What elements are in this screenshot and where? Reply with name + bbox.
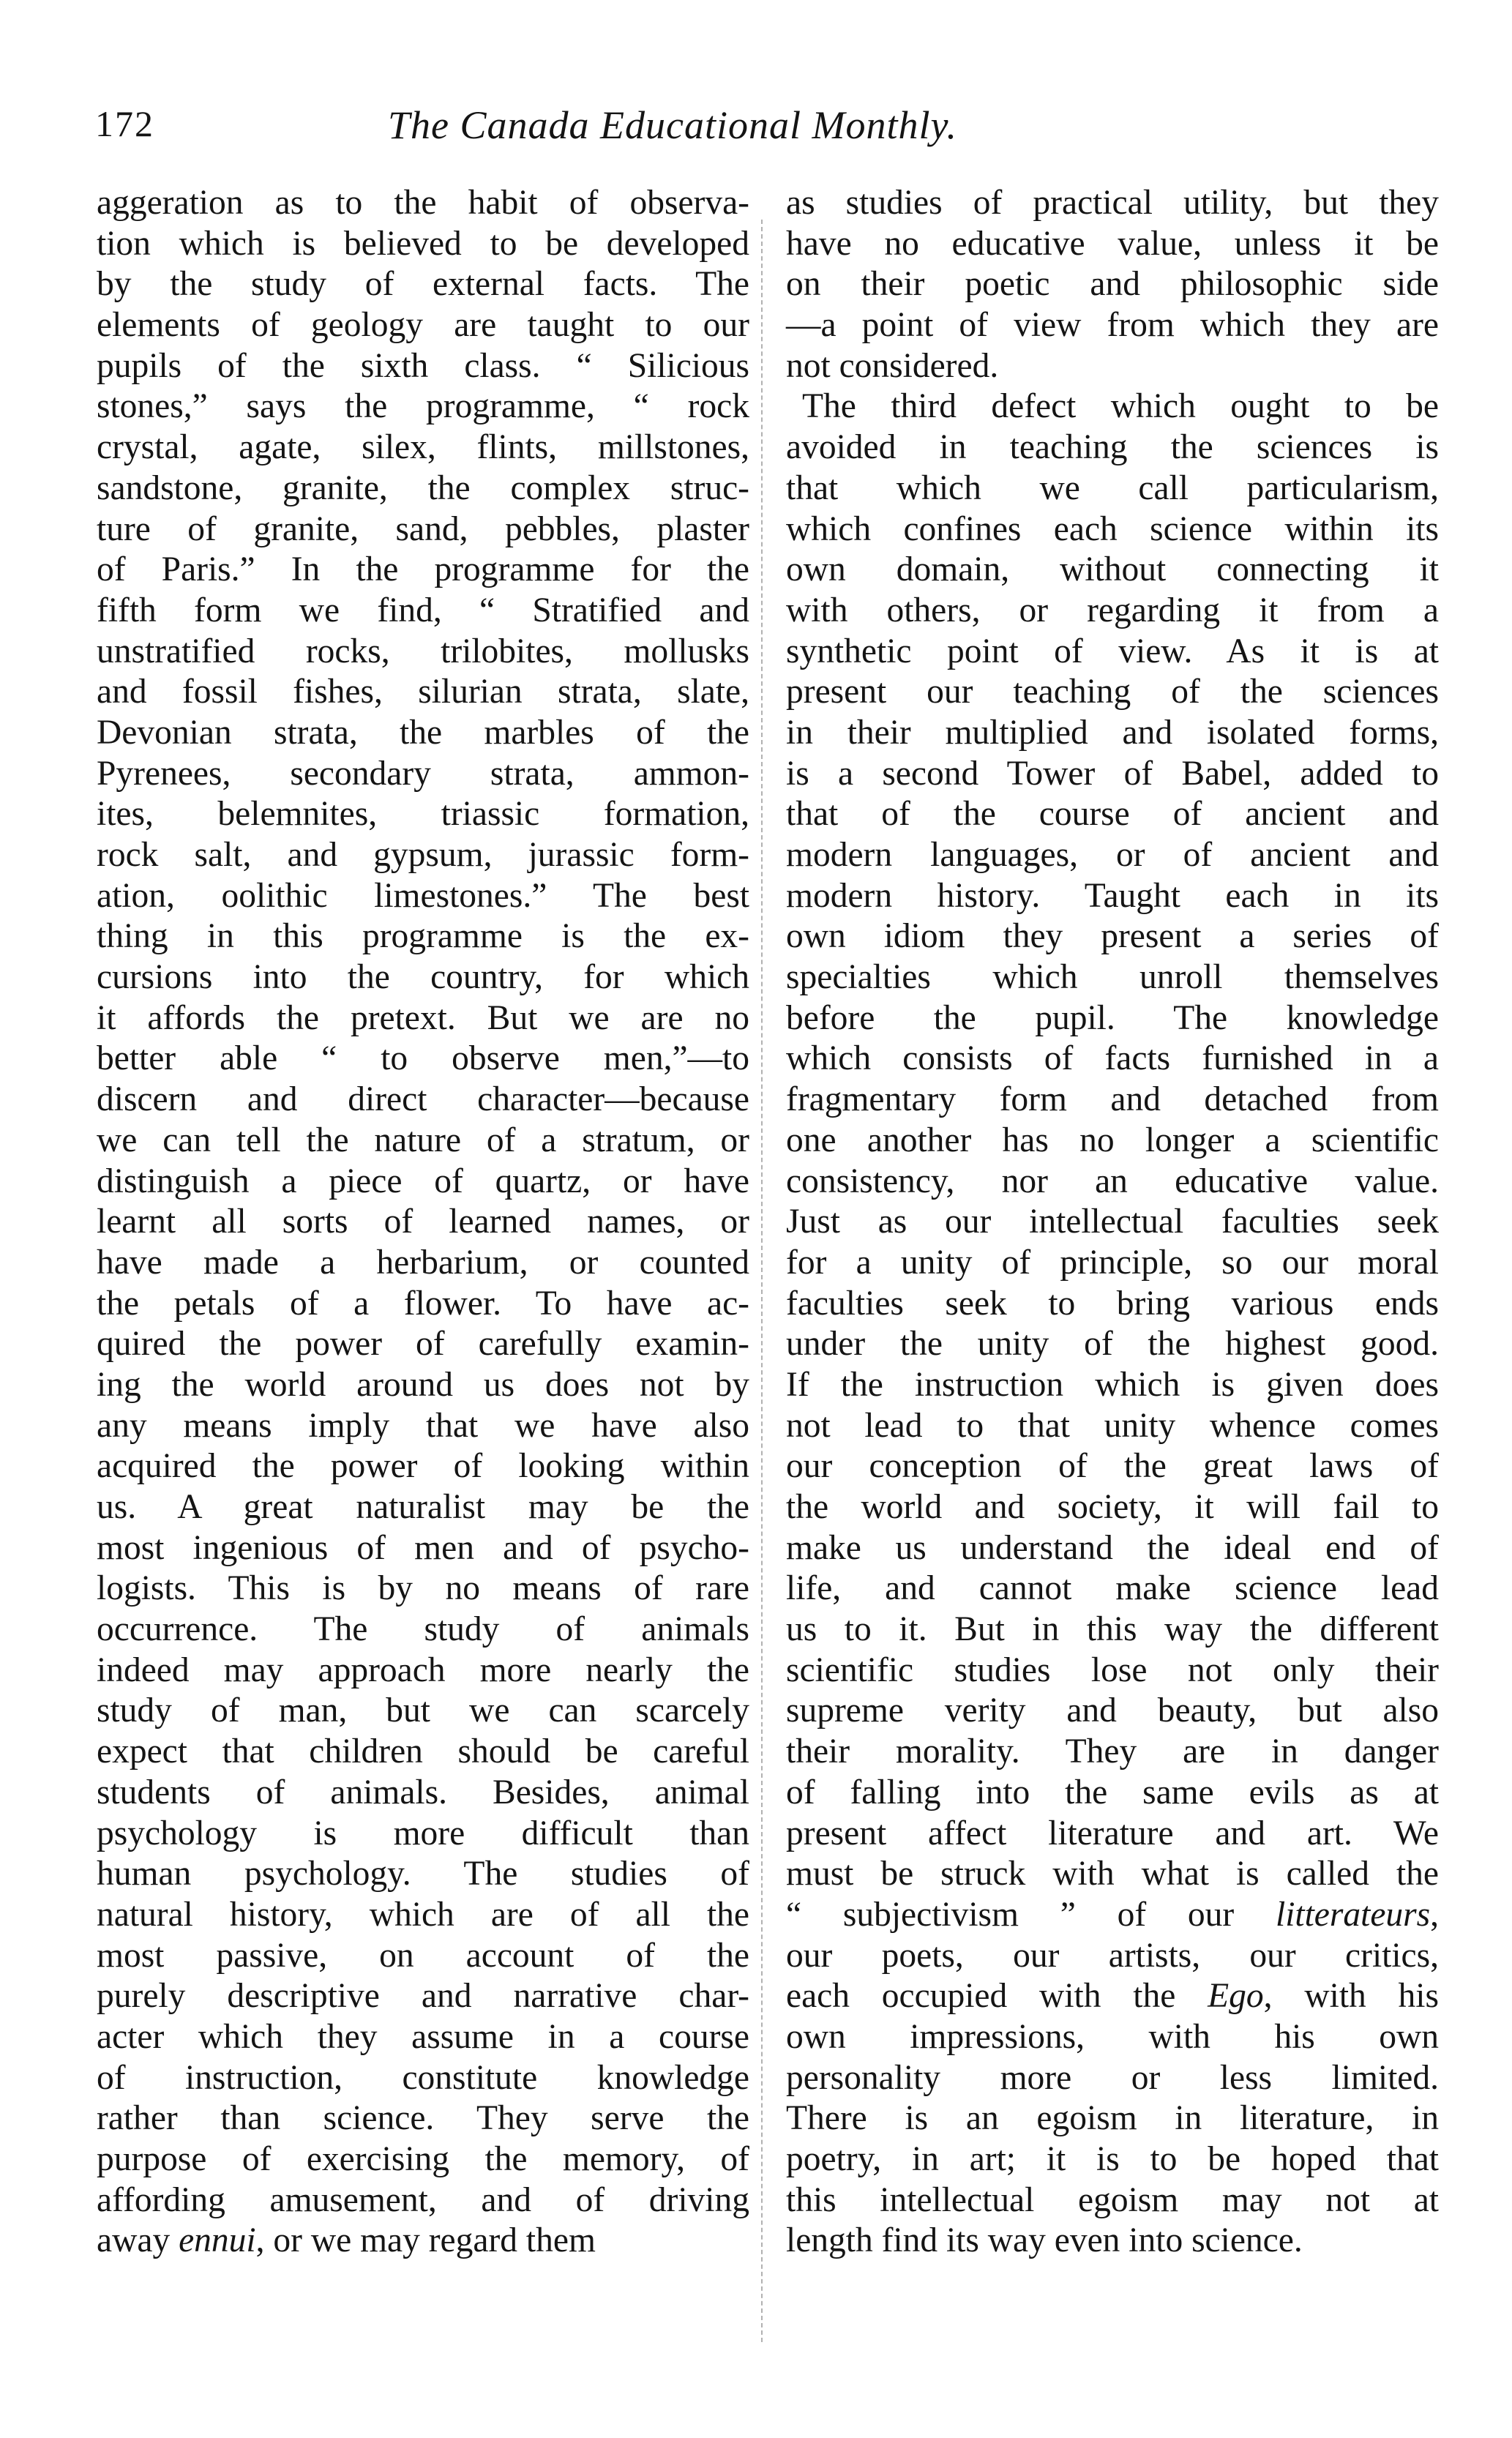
text-line: under the unity of the highest good.: [786, 1325, 1439, 1364]
text-line: any means imply that we have also: [97, 1406, 749, 1445]
text-line: better able “ to observe men,”—to: [97, 1039, 749, 1078]
text-line: of falling into the same evils as at: [786, 1773, 1439, 1811]
page-number: 172: [95, 103, 154, 144]
text-line: with others, or regarding it from a: [786, 591, 1439, 629]
text-line: tion which is believed to be developed: [97, 224, 749, 263]
text-line: in their multiplied and isolated forms,: [786, 713, 1439, 752]
text-line: —a point of view from which they are: [786, 306, 1439, 345]
text-line: pupils of the sixth class. “ Silicious: [97, 346, 749, 385]
text-line: own impressions, with his own: [786, 2017, 1439, 2056]
text-line: thing in this programme is the ex-: [97, 917, 749, 956]
text-line: modern history. Taught each in its: [786, 876, 1439, 915]
text-line: The third defect which ought to be: [802, 387, 1439, 426]
text-line: own domain, without connecting it: [786, 550, 1439, 589]
text-line: avoided in teaching the sciences is: [786, 428, 1439, 467]
text-line: indeed may approach more nearly the: [97, 1650, 749, 1689]
text-line: modern languages, or of ancient and: [786, 836, 1439, 874]
text-line: expect that children should be careful: [97, 1732, 749, 1771]
text-line: acter which they assume in a course: [97, 2017, 749, 2056]
text-line: purpose of exercising the memory, of: [97, 2140, 749, 2178]
text-line: on their poetic and philosophic side: [786, 265, 1439, 304]
text-line: their morality. They are in danger: [786, 1732, 1439, 1771]
text-line: ture of granite, sand, pebbles, plaster: [97, 509, 749, 548]
text-line: logists. This is by no means of rare: [97, 1569, 749, 1608]
text-line: and fossil fishes, silurian strata, slate,: [97, 673, 749, 711]
text-line: learnt all sorts of learned names, or: [97, 1203, 749, 1241]
text-line: it affords the pretext. But we are no: [97, 998, 749, 1037]
text-line: most passive, on account of the: [97, 1936, 749, 1975]
text-line: affording amusement, and of driving: [97, 2180, 749, 2219]
text-line: supreme verity and beauty, but also: [786, 1691, 1439, 1730]
text-line: “ subjectivism ” of our litterateurs,: [786, 1895, 1439, 1934]
text-line: aggeration as to the habit of observa-: [97, 184, 749, 222]
text-line: Pyrenees, secondary strata, ammon-: [97, 754, 749, 793]
text-line: our conception of the great laws of: [786, 1447, 1439, 1486]
text-line: scientific studies lose not only their: [786, 1650, 1439, 1689]
text-line: before the pupil. The knowledge: [786, 998, 1439, 1037]
text-line: rather than science. They serve the: [97, 2099, 749, 2138]
column-divider: [761, 220, 763, 2342]
text-line: stones,” says the programme, “ rock: [97, 387, 749, 426]
text-line: elements of geology are taught to our: [97, 306, 749, 345]
text-line: rock salt, and gypsum, jurassic form-: [97, 836, 749, 874]
text-line: of Paris.” In the programme for the: [97, 550, 749, 589]
text-line: fifth form we find, “ Stratified and: [97, 591, 749, 629]
text-line: one another has no longer a scientific: [786, 1121, 1439, 1159]
text-line: distinguish a piece of quartz, or have: [97, 1162, 749, 1200]
left-text-column: [97, 183, 749, 2262]
text-line: purely descriptive and narrative char-: [97, 1977, 749, 2016]
text-line: If the instruction which is given does: [786, 1365, 1439, 1404]
text-line: the petals of a flower. To have ac-: [97, 1284, 749, 1323]
text-line: away ennui, or we may regard them: [97, 2221, 596, 2260]
text-line: life, and cannot make science lead: [786, 1569, 1439, 1608]
text-line: synthetic point of view. As it is at: [786, 632, 1439, 670]
text-line: cursions into the country, for which: [97, 958, 749, 997]
running-head: [95, 102, 1434, 161]
text-line: must be struck with what is called the: [786, 1855, 1439, 1893]
journal-title: The Canada Educational Monthly.: [388, 103, 957, 147]
text-line: Just as our intellectual faculties seek: [786, 1203, 1439, 1241]
text-line: as studies of practical utility, but they: [786, 184, 1439, 222]
text-line: acquired the power of looking within: [97, 1447, 749, 1486]
text-line: poetry, in art; it is to be hoped that: [786, 2140, 1439, 2178]
text-line: own idiom they present a series of: [786, 917, 1439, 956]
text-line: ing the world around us does not by: [97, 1365, 749, 1404]
text-line: unstratified rocks, trilobites, mollusks: [97, 632, 749, 670]
text-line: study of man, but we can scarcely: [97, 1691, 749, 1730]
text-line: human psychology. The studies of: [97, 1855, 749, 1893]
text-line: occurrence. The study of animals: [97, 1610, 749, 1649]
text-line: faculties seek to bring various ends: [786, 1284, 1439, 1323]
text-line: have made a herbarium, or counted: [97, 1243, 749, 1282]
text-line: psychology is more difficult than: [97, 1814, 749, 1852]
text-line: crystal, agate, silex, flints, millstones,: [97, 428, 749, 467]
text-line: which confines each science within its: [786, 509, 1439, 548]
text-line: natural history, which are of all the: [97, 1895, 749, 1934]
text-line: make us understand the ideal end of: [786, 1528, 1439, 1567]
text-line: of instruction, constitute knowledge: [97, 2058, 749, 2097]
text-line: ites, belemnites, triassic formation,: [97, 795, 749, 834]
text-line: each occupied with the Ego, with his: [786, 1977, 1439, 2016]
text-line: by the study of external facts. The: [97, 265, 749, 304]
text-line: this intellectual egoism may not at: [786, 2180, 1439, 2219]
text-line: Devonian strata, the marbles of the: [97, 713, 749, 752]
text-line: us. A great naturalist may be the: [97, 1488, 749, 1526]
text-line: we can tell the nature of a stratum, or: [97, 1121, 749, 1159]
text-line: personality more or less limited.: [786, 2058, 1439, 2097]
text-line: not considered.: [786, 346, 999, 385]
text-line: for a unity of principle, so our moral: [786, 1243, 1439, 1282]
text-line: present our teaching of the sciences: [786, 673, 1439, 711]
text-line: that of the course of ancient and: [786, 795, 1439, 834]
text-line: ation, oolithic limestones.” The best: [97, 876, 749, 915]
text-line: have no educative value, unless it be: [786, 224, 1439, 263]
text-line: which consists of facts furnished in a: [786, 1039, 1439, 1078]
text-line: specialties which unroll themselves: [786, 958, 1439, 997]
text-line: that which we call particularism,: [786, 468, 1439, 507]
text-line: the world and society, it will fail to: [786, 1488, 1439, 1526]
text-line: There is an egoism in literature, in: [786, 2099, 1439, 2138]
text-line: consistency, nor an educative value.: [786, 1162, 1439, 1200]
text-line: fragmentary form and detached from: [786, 1080, 1439, 1119]
text-line: not lead to that unity whence comes: [786, 1406, 1439, 1445]
text-line: quired the power of carefully examin-: [97, 1325, 749, 1364]
text-line: present affect literature and art. We: [786, 1814, 1439, 1852]
text-line: is a second Tower of Babel, added to: [786, 754, 1439, 793]
text-line: students of animals. Besides, animal: [97, 1773, 749, 1811]
text-line: discern and direct character—because: [97, 1080, 749, 1119]
text-line: most ingenious of men and of psycho-: [97, 1528, 749, 1567]
text-line: our poets, our artists, our critics,: [786, 1936, 1439, 1975]
text-line: sandstone, granite, the complex struc-: [97, 468, 749, 507]
text-line: length find its way even into science.: [786, 2221, 1303, 2260]
right-text-column: [786, 183, 1439, 2262]
text-line: us to it. But in this way the different: [786, 1610, 1439, 1649]
